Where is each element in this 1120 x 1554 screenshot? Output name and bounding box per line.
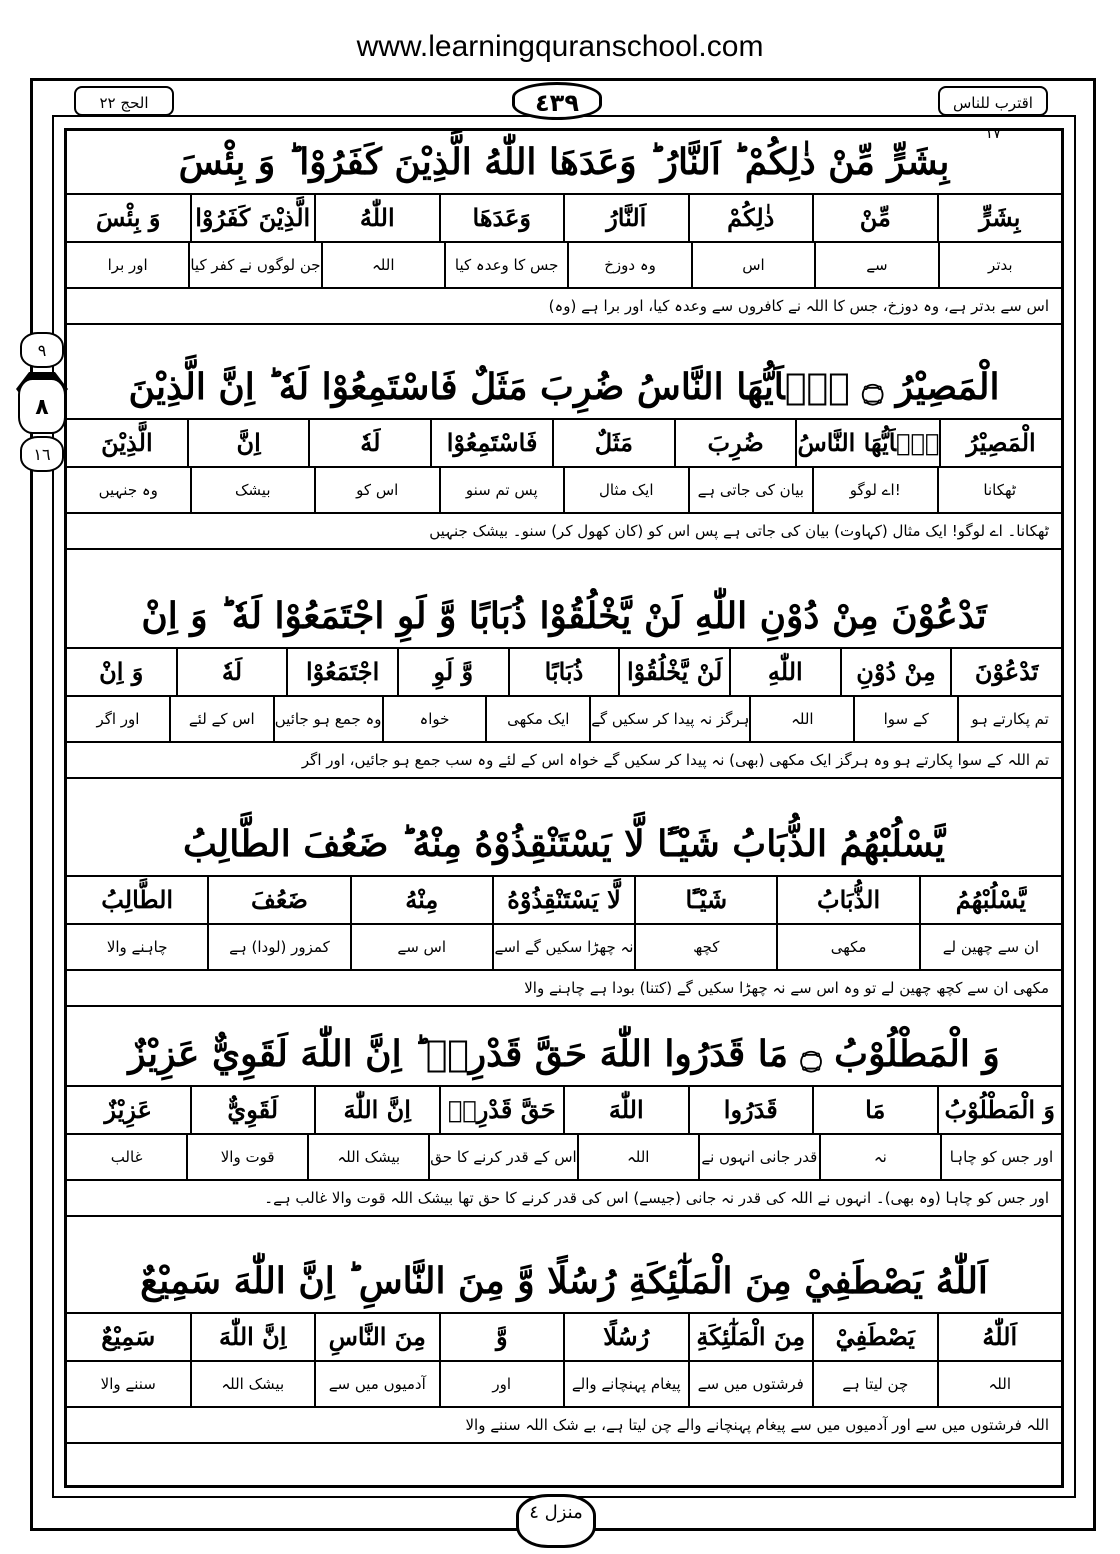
arabic-verse-line: الْمَصِيْرُ ۝ يٰۤاَيُّهَا النَّاسُ ضُرِبَ مَثَلٌ فَاسْتَمِعُوْا لَهٗ ؕ اِنَّ الَّذِيْنَ <box>128 366 1000 408</box>
urdu-meaning-cell: قوت والا <box>186 1135 307 1179</box>
urdu-meaning-cell: سے <box>814 243 937 287</box>
urdu-meaning-cell: ہرگز نہ پیدا کر سکیں گے <box>589 697 749 741</box>
urdu-meaning-cell: سننے والا <box>100 1375 156 1393</box>
arabic-word-cell: الذُّبَابُ <box>776 877 918 923</box>
urdu-meaning-cell: کچھ <box>634 925 776 969</box>
arabic-word-cell: اِنَّ <box>187 420 309 466</box>
urdu-meaning-cell: وہ جمع ہو جائیں <box>273 697 382 741</box>
arabic-word-cell: يٰۤاَيُّهَا النَّاسُ <box>795 420 939 466</box>
arabic-word-cell: تَدْعُوْنَ <box>950 649 1061 695</box>
urdu-meaning-cell: آدمیوں میں سے <box>314 1362 439 1406</box>
arabic-verse-line: وَ الْمَطْلُوْبُ ۝ مَا قَدَرُوا اللّٰهَ حَقَّ قَدْرِهٖ ؕ اِنَّ اللّٰهَ لَقَوِيٌّ عَزِيْزٌ <box>128 1033 1000 1075</box>
arabic-word-cell: لَهٗ <box>176 649 287 695</box>
urdu-meaning-cell: اس کو <box>314 468 439 512</box>
urdu-translation-line: ٹھکانا۔ اے لوگو! ایک مثال (کہاوت) بیان کی جاتی ہے پس اس کو (کان کھول کر) سنو۔ بیشک جنہیں <box>67 512 1061 550</box>
urdu-meaning-cell: ایک مثال <box>563 468 688 512</box>
juz-name-label: اقترب للناس ١٧ <box>938 86 1048 116</box>
arabic-word-cell: يَصْطَفِيْ <box>812 1314 937 1360</box>
urdu-meaning-cell: اللہ <box>321 243 444 287</box>
arabic-word-cell: وَ الْمَطْلُوْبُ <box>937 1087 1062 1133</box>
urdu-meaning-cell: ٹھکانا <box>937 468 1062 512</box>
urdu-meaning-cell: بیشک اللہ <box>307 1135 428 1179</box>
verse-block <box>67 1023 1061 1217</box>
arabic-word-cell: اجْتَمَعُوْا <box>286 649 397 695</box>
arabic-word-cell: فَاسْتَمِعُوْا <box>430 420 552 466</box>
arabic-word-cell: وَّ <box>439 1314 564 1360</box>
arabic-word-cell: اللّٰهُ <box>314 195 439 241</box>
arabic-word-cell: اَلنَّارُ <box>563 195 688 241</box>
word-row <box>67 1312 1061 1360</box>
meaning-row <box>67 1133 1061 1179</box>
arabic-word-cell: لَّا يَسْتَنْقِذُوْهُ <box>492 877 634 923</box>
urdu-meaning-cell: جن لوگوں نے کفر کیا <box>188 243 320 287</box>
arabic-verse-line: بِشَرٍّ مِّنْ ذٰلِكُمْ ؕ اَلنَّارُ ؕ وَعَدَهَا اللّٰهُ الَّذِيْنَ كَفَرُوْا ؕ وَ بِئْسَ <box>178 141 950 183</box>
urdu-translation-line: تم اللہ کے سوا پکارتے ہو وہ ہرگز ایک مکھی (بھی) نہ پیدا کر سکیں گے خواہ اس کے لئے وہ سب جمع ہو جائیں، اور اگر <box>67 741 1061 779</box>
arabic-word-cell: الَّذِيْنَ كَفَرُوْا <box>190 195 315 241</box>
urdu-meaning-cell: وہ دوزخ <box>567 243 690 287</box>
arabic-word-cell: رُسُلًا <box>563 1314 688 1360</box>
arabic-word-cell: يَّسْلُبْهُمُ <box>919 877 1061 923</box>
arabic-word-cell: قَدَرُوا <box>688 1087 813 1133</box>
urdu-meaning-cell: کے سوا <box>853 697 957 741</box>
arabic-word-cell: اللّٰهِ <box>729 649 840 695</box>
urdu-meaning-cell: ان سے چھین لے <box>919 925 1061 969</box>
urdu-meaning-cell: بیان کی جاتی ہے <box>688 468 813 512</box>
urdu-meaning-cell: جس کا وعدہ کیا <box>444 243 567 287</box>
urdu-meaning-cell: تم پکارتے ہو <box>957 697 1061 741</box>
urdu-meaning-cell: اللہ <box>577 1135 698 1179</box>
arabic-word-cell: وَ بِئْسَ <box>96 203 161 232</box>
urdu-meaning-cell: بدتر <box>938 243 1061 287</box>
word-row <box>67 1085 1061 1133</box>
arabic-word-cell: مِنَ النَّاسِ <box>314 1314 439 1360</box>
word-row <box>67 418 1061 466</box>
urdu-meaning-cell: اے لوگو! <box>812 468 937 512</box>
arabic-word-cell: لَهٗ <box>308 420 430 466</box>
verse-block <box>67 356 1061 550</box>
urdu-meaning-cell: اس سے <box>350 925 492 969</box>
arabic-word-cell: مِنْ دُوْنِ <box>840 649 951 695</box>
arabic-word-cell: اللّٰهَ <box>563 1087 688 1133</box>
arabic-word-cell: اِنَّ اللّٰهَ <box>314 1087 439 1133</box>
arabic-word-cell: مِنَ الْمَلٰٓئِكَةِ <box>688 1314 813 1360</box>
urdu-meaning-cell: اس کے لئے <box>169 697 273 741</box>
urdu-translation-line: اللہ فرشتوں میں سے اور آدمیوں میں سے پیغام پہنچانے والے چن لیتا ہے، بے شک اللہ سننے والا <box>67 1406 1061 1444</box>
arabic-word-cell: سَمِيْعٌ <box>101 1322 156 1351</box>
arabic-word-cell: وَّ لَوِ <box>397 649 508 695</box>
page-number: ٤٣٩ <box>512 82 602 120</box>
urdu-meaning-cell: نہ <box>819 1135 940 1179</box>
surah-name-label: الحج ٢٢ <box>74 86 174 116</box>
meaning-row <box>67 241 1061 287</box>
arabic-verse-line: يَّسْلُبْهُمُ الذُّبَابُ شَيْـًٔا لَّا يَسْتَنْقِذُوْهُ مِنْهُ ؕ ضَعُفَ الطَّالِبُ <box>182 823 946 865</box>
verse-block <box>67 585 1061 779</box>
arabic-word-cell: اَللّٰهُ <box>937 1314 1062 1360</box>
urdu-meaning-cell: مکھی <box>776 925 918 969</box>
meaning-row <box>67 1360 1061 1406</box>
ruku-bottom-marker: ١٦ <box>20 436 64 472</box>
urdu-translation-line: اور جس کو چاہا (وہ بھی)۔ انہوں نے اللہ کی قدر نہ جانی (جیسے) اس کی قدر کرنے کا حق تھا بیشک اللہ قوت والا غالب ہے۔ <box>67 1179 1061 1217</box>
word-row <box>67 193 1061 241</box>
urdu-meaning-cell: چن لیتا ہے <box>812 1362 937 1406</box>
urdu-meaning-cell: اور <box>439 1362 564 1406</box>
arabic-word-cell: الَّذِيْنَ <box>101 428 153 457</box>
ruku-middle-marker: ٨ <box>18 378 66 434</box>
arabic-word-cell: مَا <box>812 1087 937 1133</box>
urdu-meaning-cell: فرشتوں میں سے <box>688 1362 813 1406</box>
urdu-meaning-cell: اللہ <box>749 697 853 741</box>
arabic-word-cell: مِنْهُ <box>350 877 492 923</box>
urdu-meaning-cell: بیشک <box>190 468 315 512</box>
arabic-word-cell: ضَعُفَ <box>207 877 349 923</box>
word-row <box>67 647 1061 695</box>
arabic-word-cell: الطَّالِبُ <box>101 885 174 914</box>
urdu-translation-line: اس سے بدتر ہے، وہ دوزخ، جس کا اللہ نے کافروں سے وعدہ کیا، اور برا ہے (وہ) <box>67 287 1061 325</box>
urdu-meaning-cell: اللہ <box>937 1362 1062 1406</box>
arabic-word-cell: ذٰلِكُمْ <box>688 195 813 241</box>
arabic-word-cell: مِّنْ <box>812 195 937 241</box>
arabic-word-cell: عَزِيْزٌ <box>104 1095 152 1124</box>
urdu-meaning-cell: وہ جنہیں <box>98 481 158 499</box>
urdu-meaning-cell: ایک مکھی <box>485 697 589 741</box>
arabic-word-cell: لَقَوِيٌّ <box>190 1087 315 1133</box>
arabic-word-cell: ذُبَابًا <box>508 649 619 695</box>
arabic-word-cell: وَعَدَهَا <box>439 195 564 241</box>
website-url[interactable]: www.learningquranschool.com <box>356 30 764 63</box>
urdu-meaning-cell: نہ چھڑا سکیں گے اسے <box>492 925 634 969</box>
urdu-meaning-cell: پیغام پہنچانے والے <box>563 1362 688 1406</box>
meaning-row <box>67 923 1061 969</box>
arabic-verse-line: اَللّٰهُ يَصْطَفِيْ مِنَ الْمَلٰٓئِكَةِ رُسُلًا وَّ مِنَ النَّاسِ ؕ اِنَّ اللّٰهَ سَمِيْعٌ <box>140 1260 988 1302</box>
urdu-meaning-cell: چاہنے والا <box>106 938 168 956</box>
arabic-word-cell: الْمَصِيْرُ <box>939 420 1061 466</box>
urdu-meaning-cell: اس <box>691 243 814 287</box>
verse-block <box>67 1250 1061 1444</box>
verse-block <box>67 131 1061 325</box>
urdu-meaning-cell: اور جس کو چاہا <box>940 1135 1061 1179</box>
arabic-word-cell: بِشَرٍّ <box>937 195 1062 241</box>
meaning-row <box>67 466 1061 512</box>
meaning-row <box>67 695 1061 741</box>
ruku-top-marker: ٩ <box>20 332 64 368</box>
arabic-word-cell: مَثَلٌ <box>552 420 674 466</box>
arabic-word-cell: وَ اِنْ <box>99 657 144 686</box>
urdu-meaning-cell: غالب <box>110 1148 143 1166</box>
urdu-meaning-cell: پس تم سنو <box>439 468 564 512</box>
arabic-word-cell: لَنْ يَّخْلُقُوْا <box>618 649 729 695</box>
arabic-word-cell: ضُرِبَ <box>674 420 796 466</box>
urdu-meaning-cell: قدر جانی انہوں نے <box>698 1135 819 1179</box>
arabic-verse-line: تَدْعُوْنَ مِنْ دُوْنِ اللّٰهِ لَنْ يَّخْلُقُوْا ذُبَابًا وَّ لَوِ اجْتَمَعُوْا لَهٗ ؕ وَ اِنْ <box>141 595 987 637</box>
manzil-marker: منزل ٤ <box>516 1494 596 1548</box>
arabic-word-cell: اِنَّ اللّٰهَ <box>190 1314 315 1360</box>
urdu-meaning-cell: کمزور (لودا) ہے <box>207 925 349 969</box>
arabic-word-cell: حَقَّ قَدْرِهٖ <box>439 1087 564 1133</box>
urdu-meaning-cell: اس کے قدر کرنے کا حق <box>428 1135 576 1179</box>
arabic-word-cell: شَيْـًٔا <box>634 877 776 923</box>
urdu-meaning-cell: اور برا <box>107 256 148 274</box>
urdu-translation-line: مکھی ان سے کچھ چھین لے تو وہ اس سے نہ چھڑا سکیں گے (کتنا) بودا ہے چاہنے والا <box>67 969 1061 1007</box>
verse-block <box>67 813 1061 1007</box>
urdu-meaning-cell: خواہ <box>382 697 486 741</box>
urdu-meaning-cell: اور اگر <box>96 710 140 728</box>
word-row <box>67 875 1061 923</box>
urdu-meaning-cell: بیشک اللہ <box>190 1362 315 1406</box>
